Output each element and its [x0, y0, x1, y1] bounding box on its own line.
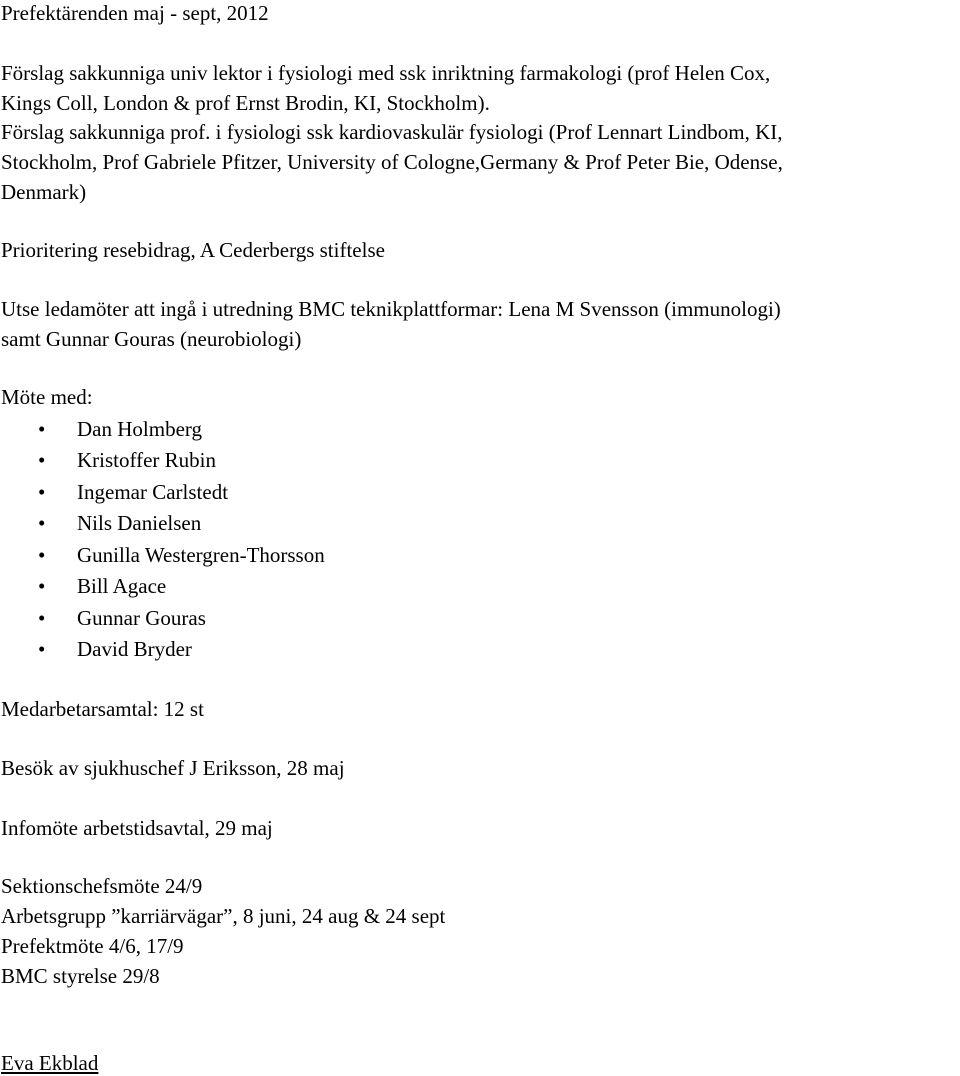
- besok-line: Besök av sjukhuschef J Eriksson, 28 maj: [1, 756, 345, 780]
- bullet-icon: •: [38, 606, 46, 630]
- sakkunniga-line-5: Denmark): [1, 180, 87, 204]
- bullet-icon: •: [38, 448, 46, 472]
- bullet-icon: •: [38, 480, 46, 504]
- person-name: Ingemar Carlstedt: [77, 480, 229, 504]
- document-title: Prefektärenden maj - sept, 2012: [1, 1, 269, 25]
- person-name: Kristoffer Rubin: [77, 448, 217, 472]
- arbetsgrupp-line: Arbetsgrupp ”karriärvägar”, 8 juni, 24 aug & 24 sept: [1, 904, 446, 928]
- person-name: Gunilla Westergren-Thorsson: [77, 543, 325, 567]
- person-name: Dan Holmberg: [77, 417, 203, 441]
- bullet-icon: •: [38, 574, 46, 598]
- utse-line-1: Utse ledamöter att ingå i utredning BMC teknikplattformar: Lena M Svensson (immunologi): [1, 297, 781, 321]
- meetings-heading: Möte med:: [1, 385, 93, 409]
- bullet-icon: •: [38, 637, 46, 661]
- signature: Eva Ekblad: [1, 1051, 99, 1075]
- person-name: David Bryder: [77, 637, 192, 661]
- infomote-line: Infomöte arbetstidsavtal, 29 maj: [1, 816, 273, 840]
- sakkunniga-line-2: Kings Coll, London & prof Ernst Brodin, KI, Stockholm).: [1, 91, 490, 115]
- sektionschefsmote-line: Sektionschefsmöte 24/9: [1, 874, 203, 898]
- bullet-icon: •: [38, 511, 46, 535]
- medarbetarsamtal-line: Medarbetarsamtal: 12 st: [1, 697, 204, 721]
- person-name: Bill Agace: [77, 574, 167, 598]
- prefektmote-line: Prefektmöte 4/6, 17/9: [1, 934, 184, 958]
- prioritering-line: Prioritering resebidrag, A Cederbergs stiftelse: [1, 238, 385, 262]
- bullet-icon: •: [38, 543, 46, 567]
- person-name: Gunnar Gouras: [77, 606, 206, 630]
- utse-line-2: samt Gunnar Gouras (neurobiologi): [1, 327, 302, 351]
- bmc-styrelse-line: BMC styrelse 29/8: [1, 964, 160, 988]
- bullet-icon: •: [38, 417, 46, 441]
- sakkunniga-line-1: Förslag sakkunniga univ lektor i fysiologi med ssk inriktning farmakologi (prof Helen Cox,: [1, 61, 771, 85]
- sakkunniga-line-4: Stockholm, Prof Gabriele Pfitzer, University of Cologne,Germany & Prof Peter Bie, Odense,: [1, 150, 783, 174]
- person-name: Nils Danielsen: [77, 511, 202, 535]
- sakkunniga-line-3: Förslag sakkunniga prof. i fysiologi ssk kardiovaskulär fysiologi (Prof Lennart Lindbom, KI,: [1, 120, 783, 144]
